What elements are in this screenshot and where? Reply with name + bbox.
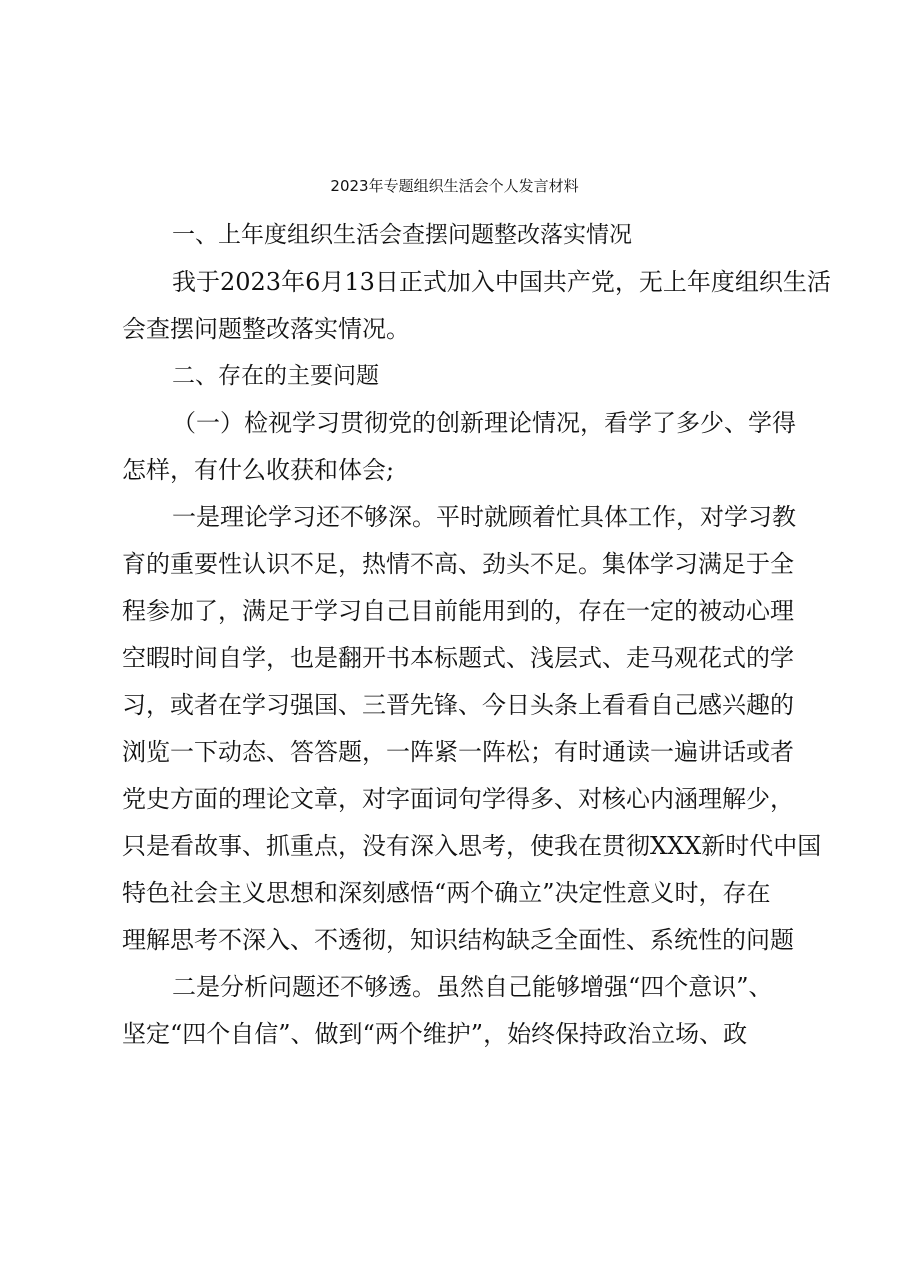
paragraph-line: 二是分析问题还不够透。虽然自己能够增强“四个意识”、 [172, 973, 773, 1001]
paragraph-line: 只是看故事、抓重点，没有深入思考，使我在贯彻XXX新时代中国 [122, 832, 822, 860]
paragraph-line: 育的重要性认识不足，热情不高、劲头不足。集体学习满足于全 [122, 550, 794, 578]
paragraph-line: 一是理论学习还不够深。平时就顾着忙具体工作，对学习教 [172, 503, 796, 531]
document-body [122, 212, 831, 1058]
paragraph-line: 程参加了，满足于学习自己目前能用到的，存在一定的被动心理 [122, 597, 794, 625]
paragraph-line: 习，或者在学习强国、三晋先锋、今日头条上看看自己感兴趣的 [122, 691, 794, 719]
paragraph-line: 浏览一下动态、答答题，一阵紧一阵松；有时通读一遍讲话或者 [122, 738, 794, 766]
subsection-heading-line: （一）检视学习贯彻党的创新理论情况，看学了多少、学得 [172, 409, 796, 437]
paragraph-line: 会查摆问题整改落实情况。 [122, 315, 410, 343]
paragraph-line: 空暇时间自学，也是翻开书本标题式、浅层式、走马观花式的学 [122, 644, 794, 672]
document-title: 2023年专题组织生活会个人发言材料 [330, 177, 579, 195]
section-heading-1: 一、上年度组织生活会查摆问题整改落实情况 [172, 222, 632, 248]
paragraph-line: 坚定“四个自信”、做到“两个维护”，始终保持政治立场、政 [122, 1020, 748, 1048]
paragraph-line: 我于2023年6月13日正式加入中国共产党，无上年度组织生活 [172, 268, 831, 296]
subsection-heading-line: 怎样，有什么收获和体会; [122, 456, 395, 484]
paragraph-line: 党史方面的理论文章，对字面词句学得多、对核心内涵理解少， [122, 785, 794, 813]
paragraph-line: 理解思考不深入、不透彻，知识结构缺乏全面性、系统性的问题 [122, 926, 794, 954]
paragraph-line: 特色社会主义思想和深刻感悟“两个确立”决定性意义时，存在 [122, 879, 771, 907]
section-heading-2: 二、存在的主要问题 [172, 363, 379, 389]
